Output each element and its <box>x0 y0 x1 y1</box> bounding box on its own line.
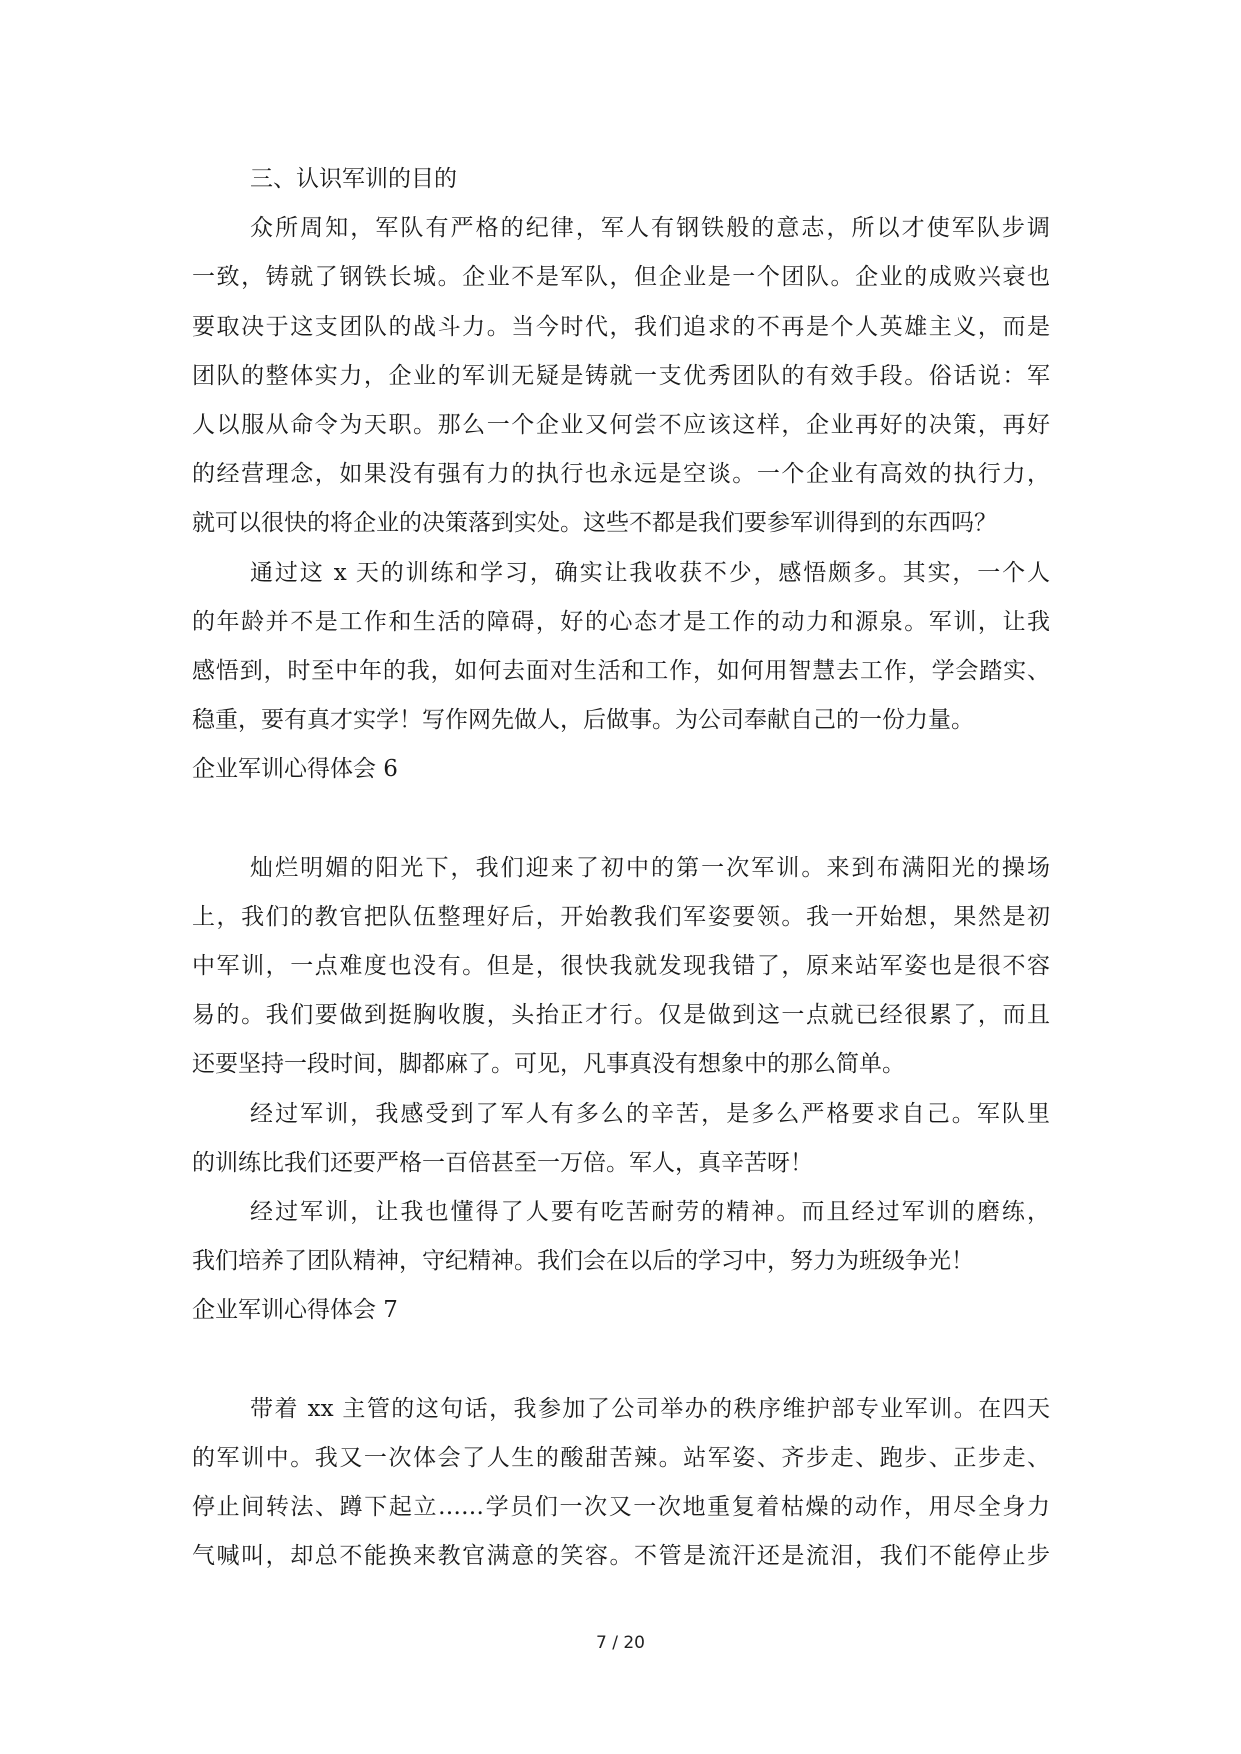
paragraph-line: 停止间转法、蹲下起立……学员们一次又一次地重复着枯燥的动作，用尽全身力 <box>192 1494 1050 1521</box>
paragraph-line: 一致，铸就了钢铁长城。企业不是军队，但企业是一个团队。企业的成败兴衰也 <box>192 264 1050 291</box>
paragraph-line: 中军训，一点难度也没有。但是，很快我就发现我错了，原来站军姿也是很不容 <box>192 953 1050 979</box>
blank-line <box>192 794 1050 843</box>
paragraph-line: 的年龄并不是工作和生活的障碍，好的心态才是工作的动力和源泉。军训，让我 <box>192 608 1050 635</box>
section-heading: 三、认识军训的目的 <box>250 166 457 192</box>
paragraph-line: 经过军训，让我也懂得了人要有吃苦耐劳的精神。而且经过军训的磨练， <box>250 1198 1050 1225</box>
paragraph-line: 通过这 x 天的训练和学习，确实让我收获不少，感悟颇多。其实，一个人 <box>250 559 1050 586</box>
paragraph-line: 众所周知，军队有严格的纪律，军人有钢铁般的意志，所以才使军队步调 <box>250 215 1050 242</box>
paragraph-line: 还要坚持一段时间，脚都麻了。可见，凡事真没有想象中的那么简单。 <box>192 1051 905 1078</box>
paragraph-line: 要取决于这支团队的战斗力。当今时代，我们追求的不再是个人英雄主义，而是 <box>192 313 1050 340</box>
paragraph-line: 团队的整体实力，企业的军训无疑是铸就一支优秀团队的有效手段。俗话说：军 <box>192 362 1050 389</box>
paragraph-line: 带着 xx 主管的这句话，我参加了公司举办的秩序维护部专业军训。在四天 <box>250 1395 1050 1422</box>
paragraph-line: 就可以很快的将企业的决策落到实处。这些不都是我们要参军训得到的东西吗？ <box>192 510 997 537</box>
paragraph-line: 感悟到，时至中年的我，如何去面对生活和工作，如何用智慧去工作，学会踏实、 <box>192 657 1050 684</box>
blank-line <box>192 1336 1050 1385</box>
paragraph-line: 上，我们的教官把队伍整理好后，开始教我们军姿要领。我一开始想，果然是初 <box>192 903 1050 930</box>
paragraph-line: 的训练比我们还要严格一百倍甚至一万倍。军人，真辛苦呀！ <box>192 1149 813 1176</box>
section-heading: 企业军训心得体会 6 <box>192 756 398 783</box>
page-number: 7 / 20 <box>596 1633 645 1653</box>
paragraph-line: 的经营理念，如果没有强有力的执行也永远是空谈。一个企业有高效的执行力， <box>192 461 1050 488</box>
paragraph-line: 人以服从命令为天职。那么一个企业又何尝不应该这样，企业再好的决策，再好 <box>192 411 1050 438</box>
paragraph-line: 气喊叫，却总不能换来教官满意的笑容。不管是流汗还是流泪，我们不能停止步 <box>192 1543 1050 1570</box>
section-heading: 企业军训心得体会 7 <box>192 1297 398 1324</box>
paragraph-line: 经过军训，我感受到了军人有多么的辛苦，是多么严格要求自己。军队里 <box>250 1100 1050 1127</box>
paragraph-line: 我们培养了团队精神，守纪精神。我们会在以后的学习中，努力为班级争光！ <box>192 1248 974 1275</box>
paragraph-line: 稳重，要有真才实学！写作网先做人，后做事。为公司奉献自己的一份力量。 <box>192 707 974 734</box>
paragraph-line: 灿烂明媚的阳光下，我们迎来了初中的第一次军训。来到布满阳光的操场 <box>250 854 1050 881</box>
paragraph-line: 易的。我们要做到挺胸收腹，头抬正才行。仅是做到这一点就已经很累了，而且 <box>192 1002 1050 1029</box>
document-body <box>192 155 1050 1581</box>
paragraph-line: 的军训中。我又一次体会了人生的酸甜苦辣。站军姿、齐步走、跑步、正步走、 <box>192 1444 1050 1471</box>
